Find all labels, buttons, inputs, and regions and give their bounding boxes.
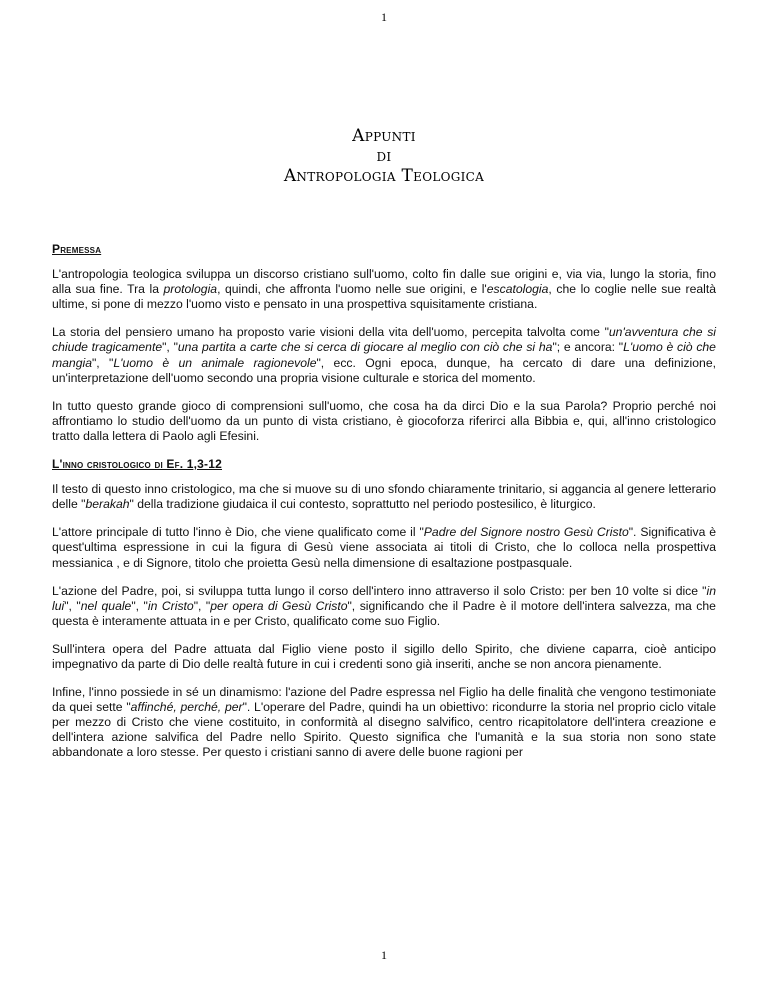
paragraph — [52, 482, 716, 512]
text-run: ", " — [131, 598, 148, 613]
text-run: Il testo di questo inno cristologico, ma che si muove su di uno sfondo chiaramente trinitario, si aggancia al genere letterario delle " — [52, 482, 716, 512]
text-run: La storia del pensiero umano ha proposto varie visioni della vita dell'uomo, percepita talvolta come " — [52, 325, 609, 340]
italic-text: un'avventura che si chiude tragicamente — [52, 325, 716, 355]
document-title — [0, 126, 768, 186]
text-run: ", " — [64, 598, 81, 613]
section-heading: Premessa — [52, 242, 102, 256]
italic-text: affinché, perché, per — [130, 700, 243, 715]
italic-text: berakah — [85, 497, 130, 512]
text-run: ", " — [91, 355, 114, 370]
italic-text: Padre del Signore nostro Gesù Cristo — [423, 525, 629, 540]
title-line-2: di — [376, 146, 392, 166]
text-run: L'antropologia teologica sviluppa un discorso cristiano sull'uomo, colto fin dalle sue origini e, via via, lungo la storia, fino alla sua fine. Tra la — [52, 267, 716, 297]
text-run: ", significando che il Padre è il motore dell'intera salvezza, ma che questa è interamente attuata in e per Cristo, qualificato come suo Figlio. — [52, 598, 716, 628]
paragraph — [52, 525, 716, 570]
italic-text: protologia — [163, 282, 218, 297]
paragraph — [52, 399, 716, 444]
paragraph — [52, 642, 716, 672]
text-run: ", " — [162, 340, 178, 355]
text-run: ", ecc. Ogni epoca, dunque, ha cercato di dare una definizione, un'interpretazione dell'uomo secondo una propria visione culturale e storica del momento. — [52, 355, 716, 385]
paragraph — [52, 325, 716, 385]
text-run: "; e ancora: " — [552, 340, 624, 355]
title-line-3: Antropologia Teologica — [283, 166, 485, 186]
text-run: , quindi, che affronta l'uomo nelle sue origini, e l' — [217, 282, 487, 297]
text-run: , che lo coglie nelle sue realtà ultime, si pone di mezzo l'uomo visto e pensato in una prospettiva squisitamente cristiana. — [52, 282, 716, 312]
text-run: In tutto questo grande gioco di comprensioni sull'uomo, che cosa ha da dirci Dio e la sua Parola? Proprio perché noi affrontiamo lo studio dell'uomo da un punto di vista cristiano, è giocoforza riferirci alla Bibbia e, qui, all'inno cristologico tratto dalla lettera di Paolo agli Efesini. — [52, 398, 716, 443]
document-body — [52, 242, 716, 774]
page-number-top: 1 — [381, 10, 387, 24]
paragraph — [52, 267, 716, 312]
text-run: Sull'intera opera del Padre attuata dal Figlio viene posto il sigillo dello Spirito, che diviene caparra, cioè anticipo impegnativo da parte di Dio delle realtà future in cui i credenti sono già inseriti, anche se non ancora pienamente. — [52, 641, 716, 671]
italic-text: escatologia — [486, 282, 549, 297]
italic-text: una partita a carte che si cerca di giocare al meglio con ciò che si ha — [177, 340, 553, 355]
italic-text: in Cristo — [147, 598, 194, 613]
paragraph — [52, 685, 716, 760]
italic-text: nel quale — [80, 598, 132, 613]
text-run: Infine, l'inno possiede in sé un dinamismo: l'azione del Padre espressa nel Figlio ha delle finalità che vengono testimoniate da quei sette " — [52, 685, 716, 715]
page-number-bottom: 1 — [381, 948, 387, 962]
text-run: L'attore principale di tutto l'inno è Dio, che viene qualificato come il " — [52, 525, 424, 540]
italic-text: L'uomo è ciò che mangia — [52, 340, 716, 370]
text-run: " della tradizione giudaica il cui contesto, soprattutto nel periodo postesilico, è liturgico. — [129, 497, 596, 512]
text-run: ". L'operare del Padre, quindi ha un obiettivo: ricondurre la storia nel proprio ciclo vitale per mezzo di Cristo che viene costituito, in conformità al disegno salvifico, centro ricapitolatore dell'intera creazione e dell'intera azione salvifica del Padre nello Spirito. Questo significa che l'umanità e la sua storia non sono state abbandonate a loro stesse. Per questo i cristiani sanno di avere delle buone ragioni per — [52, 700, 716, 760]
section-heading: L'inno cristologico di Ef. 1,3-12 — [52, 457, 223, 472]
paragraph — [52, 584, 716, 629]
text-run: ", " — [193, 598, 211, 613]
italic-text: L'uomo è un animale ragionevole — [113, 355, 317, 370]
text-run: ". Significativa è quest'ultima espressione in cui la figura di Gesù viene associata ai titoli di Cristo, che lo colloca nella prospettiva messianica , e di Signore, titolo che proietta Gesù nella dimensione di esaltazione postpasquale. — [52, 525, 716, 570]
italic-text: in lui — [52, 583, 716, 613]
text-run: L'azione del Padre, poi, si sviluppa tutta lungo il corso dell'intero inno attraverso il solo Cristo: per ben 10 volte si dice " — [52, 583, 707, 598]
italic-text: per opera di Gesù Cristo — [210, 598, 348, 613]
title-line-1: Appunti — [352, 126, 416, 146]
